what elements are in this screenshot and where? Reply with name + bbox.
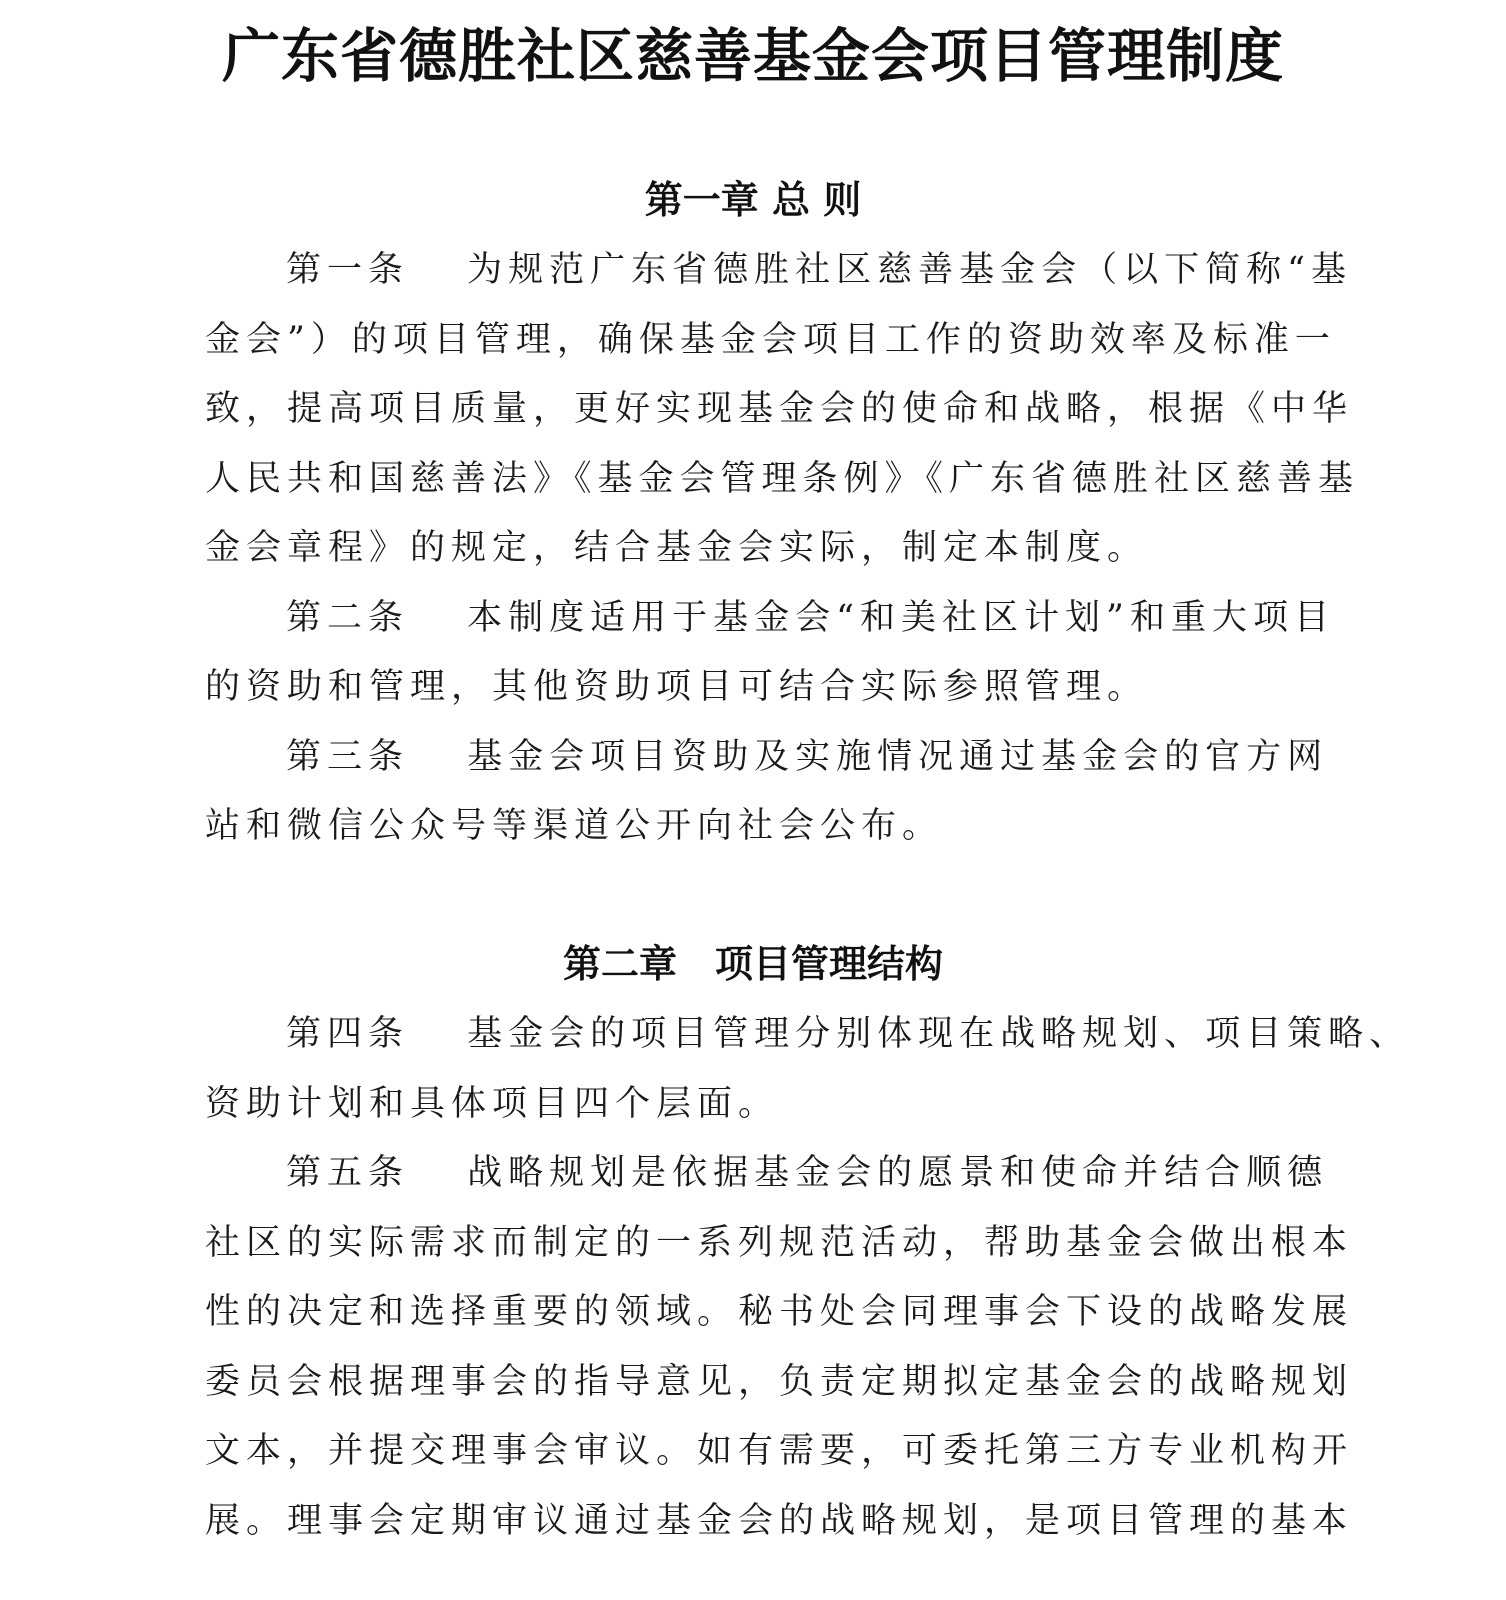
article-1-line-3: 致，提高项目质量，更好实现基金会的使命和战略，根据《中华 (205, 389, 1354, 429)
chapter-1-heading: 第一章 总 则 (644, 178, 862, 222)
article-2-line-1: 第二条 本制度适用于基金会“和美社区计划”和重大项目 (286, 597, 1335, 638)
chapter-2-heading: 第二章 项目管理结构 (562, 942, 943, 986)
article-1-line-4: 人民共和国慈善法》《基金会管理条例》《广东省德胜社区慈善基 (205, 458, 1360, 499)
article-1-line-1: 第一条 为规范广东省德胜社区慈善基金会（以下简称“基 (286, 250, 1353, 290)
article-3 (205, 723, 1340, 862)
article-1-line-2: 金会”）的项目管理，确保基金会项目工作的资助效率及标准一 (205, 319, 1336, 360)
chapter-2-body (205, 1000, 1411, 1556)
article-2 (205, 584, 1340, 723)
article-1 (205, 236, 1360, 584)
article-5-line-2: 社区的实际需求而制定的一系列规范活动，帮助基金会做出根本 (205, 1222, 1354, 1263)
article-5-line-1: 第五条 战略规划是依据基金会的愿景和使命并结合顺德 (286, 1153, 1329, 1193)
article-3-line-2: 站和微信公众号等渠道公开向社会公布。 (205, 806, 944, 846)
article-2-label: 第二条 (286, 597, 410, 638)
document-title: 广东省德胜社区慈善基金会项目管理制度 (221, 22, 1284, 90)
article-4-line-2: 资助计划和具体项目四个层面。 (205, 1083, 780, 1124)
article-5-line-6: 展。理事会定期审议通过基金会的战略规划，是项目管理的基本 (205, 1500, 1354, 1541)
article-3-label: 第三条 (286, 736, 410, 777)
article-5-line-3: 性的决定和选择重要的领域。秘书处会同理事会下设的战略发展 (205, 1292, 1354, 1332)
article-2-line-2: 的资助和管理，其他资助项目可结合实际参照管理。 (205, 667, 1149, 707)
article-4 (205, 1000, 1411, 1139)
article-4-label: 第四条 (286, 1014, 410, 1054)
article-5 (205, 1139, 1354, 1556)
article-1-line-5: 金会章程》的规定，结合基金会实际，制定本制度。 (205, 528, 1149, 568)
article-5-line-4: 委员会根据理事会的指导意见，负责定期拟定基金会的战略规划 (205, 1361, 1354, 1402)
article-3-line-1: 第三条 基金会项目资助及实施情况通过基金会的官方网 (286, 736, 1329, 777)
article-4-line-1: 第四条 基金会的项目管理分别体现在战略规划、项目策略、 (286, 1014, 1411, 1054)
article-5-line-5: 文本，并提交理事会审议。如有需要，可委托第三方专业机构开 (205, 1431, 1354, 1471)
chapter-1-body (205, 236, 1360, 862)
article-1-label: 第一条 (286, 250, 410, 290)
article-5-label: 第五条 (286, 1153, 410, 1193)
